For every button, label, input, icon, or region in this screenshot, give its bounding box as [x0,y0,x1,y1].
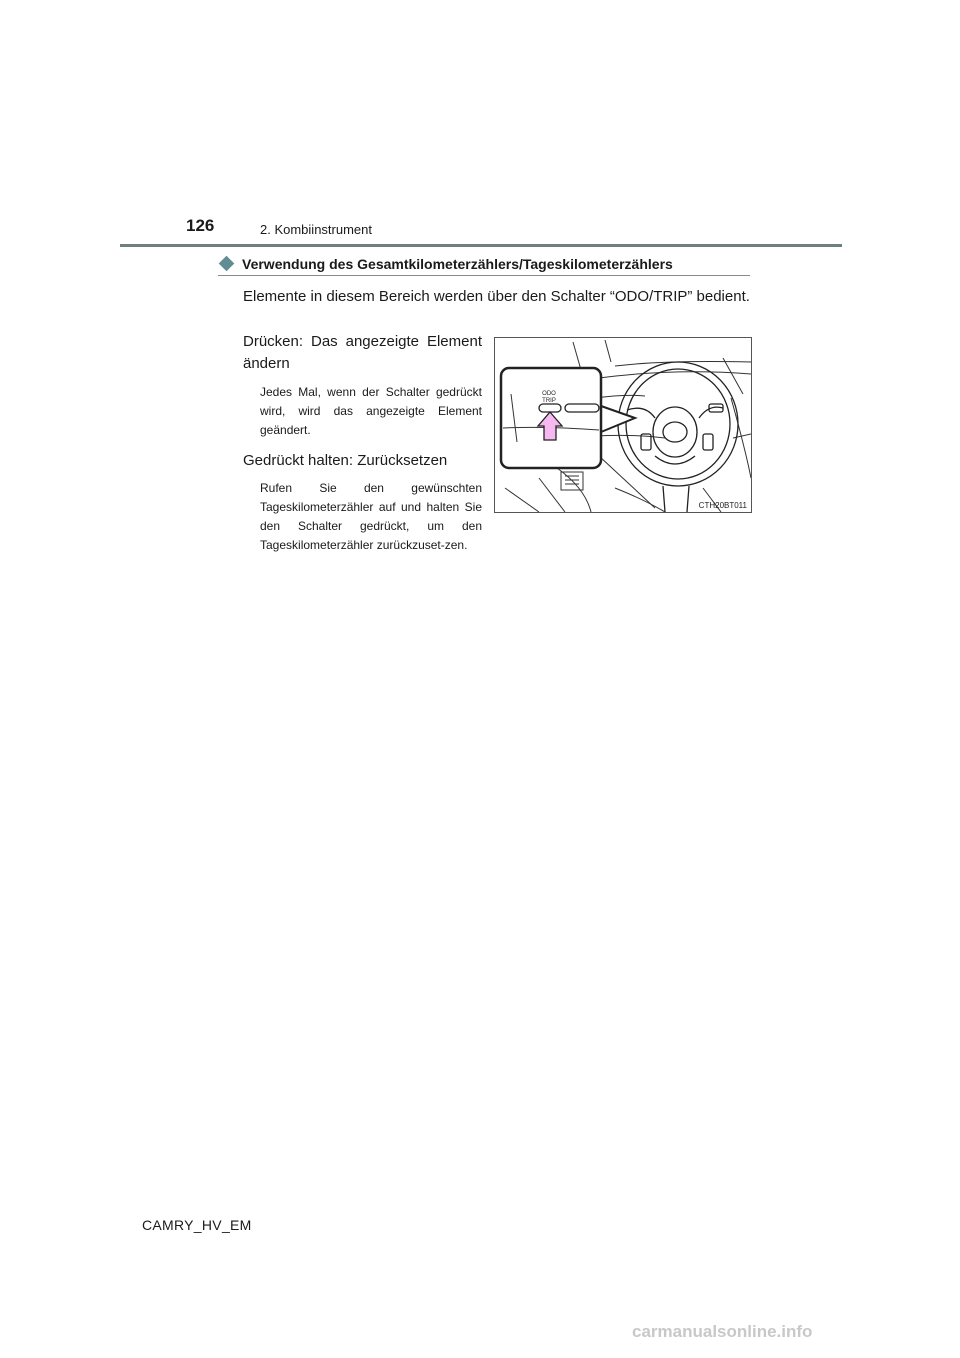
header-rule [120,244,842,247]
hold-heading: Gedrückt halten: Zurücksetzen [243,452,448,469]
switch-label-trip: TRIP [542,398,556,404]
intro-paragraph: Elemente in diesem Bereich werden über den Schalter “ODO/TRIP” bedient. [243,288,750,305]
switch-label-odo: ODO [542,391,556,397]
steering-wheel-illustration [494,337,752,513]
subsection-title-text: Verwendung des Gesamtkilometerzählers/Tageskilometerzählers [242,256,673,272]
section-header: 2. Kombiinstrument [260,222,372,237]
press-description: Jedes Mal, wenn der Schalter gedrückt wird, wird das angezeigte Element geändert. [260,385,482,437]
odo-trip-switch [539,404,561,412]
watermark: carmanualsonline.info [632,1322,813,1341]
figure-code: CTH20BT011 [698,501,747,510]
operations-column [243,331,482,555]
hold-description: Rufen Sie den gewünschten Tageskilometerzähler auf und halten Sie den Schalter gedrückt, um den Tageskilometerzähler zurückzuset-zen. [260,481,482,552]
diamond-bullet-icon [219,255,235,271]
footer-model: CAMRY_HV_EM [142,1217,252,1233]
page-number: 126 [186,216,215,235]
press-heading: Drücken: Das angezeigte Element ändern [243,333,482,372]
subsection-title [218,253,750,276]
